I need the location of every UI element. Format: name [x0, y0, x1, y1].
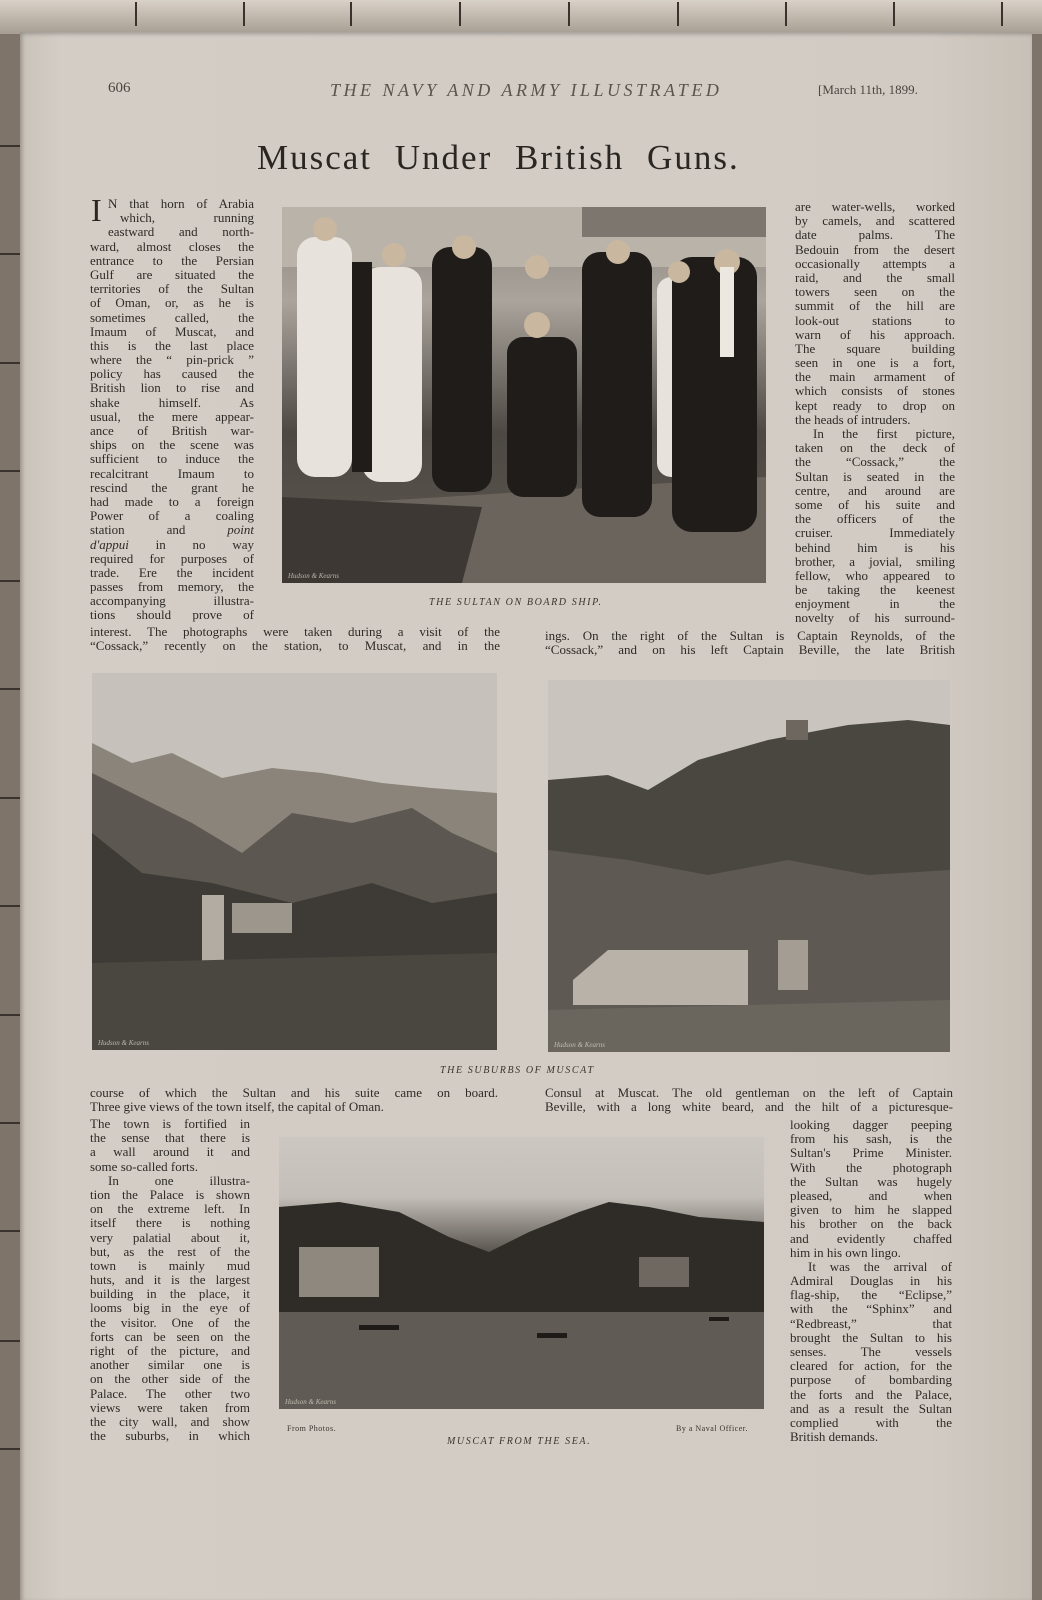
- engraver-credit: Hudson & Kearns: [554, 1041, 605, 1049]
- text-line: the Sultan was hugely: [790, 1174, 952, 1189]
- drop-cap: I: [91, 192, 102, 228]
- italic-text: point: [227, 523, 254, 538]
- text-column-bottom-right-wide: [545, 1086, 953, 1114]
- text-line: Sultan's Prime Minister.: [790, 1146, 952, 1161]
- text-line: look-out stations to: [795, 313, 955, 328]
- text-line: usual, the mere appear-: [90, 409, 254, 424]
- text-column-bottom-left: [90, 1117, 250, 1443]
- text-line: Sultan is seated in the: [795, 469, 955, 484]
- text-line: views were taken from: [90, 1400, 250, 1415]
- text-line: of Oman, or, as he is: [90, 296, 254, 311]
- text-line: tions should prove of: [90, 608, 254, 623]
- text-line: occasionally attempts a: [795, 256, 955, 271]
- text-line: N that horn of Arabia: [108, 197, 254, 211]
- text-line: novelty of his surround-: [795, 611, 955, 626]
- text-line: his brother on the back: [790, 1217, 952, 1232]
- text-line: Consul at Muscat. The old gentleman on the left of Captain: [545, 1086, 953, 1100]
- text-line: another similar one is: [90, 1358, 250, 1373]
- text-line: be taking the keenest: [795, 583, 955, 598]
- text-line: the “Cossack,” the: [795, 455, 955, 470]
- text-line: huts, and it is the largest: [90, 1273, 250, 1288]
- text-line: sometimes called, the: [90, 310, 254, 325]
- text-line: summit of the hill are: [795, 299, 955, 314]
- text-line: territories of the Sultan: [90, 282, 254, 297]
- text-line: seen in one is a fort,: [795, 356, 955, 371]
- text-line: from his sash, is the: [790, 1132, 952, 1147]
- text-line: Power of a coaling: [90, 509, 254, 524]
- text-line: entrance to the Persian: [90, 253, 254, 268]
- text-line: “Cossack,” and on his left Captain Beville, the late British: [545, 643, 955, 658]
- text-line: ward, almost closes the: [90, 239, 254, 254]
- text-line: Admiral Douglas in his: [790, 1274, 952, 1289]
- photo-source-credit: From Photos.: [287, 1424, 337, 1433]
- text-line: cruiser. Immediately: [795, 526, 955, 541]
- text-line: very palatial about it,: [90, 1230, 250, 1245]
- text-line: raid, and the small: [795, 270, 955, 285]
- text-line: given to him he slapped: [790, 1203, 952, 1218]
- text-column-mid-left: [90, 625, 500, 653]
- text-line: the suburbs, in which: [90, 1429, 250, 1444]
- photo-muscat-from-sea: [279, 1137, 764, 1409]
- text-line: interest. The photographs were taken during a visit of the: [90, 625, 500, 639]
- text-line: In one illustra-: [108, 1173, 250, 1188]
- text-column-top-left: [90, 197, 254, 623]
- text-line: ance of British war-: [90, 424, 254, 438]
- caption-muscat-from-sea: MUSCAT FROM THE SEA.: [447, 1436, 592, 1447]
- text-line: warn of his approach.: [795, 327, 955, 342]
- text-line: “Cossack,” recently on the station, to Muscat, and in the: [90, 639, 500, 654]
- text-line: by camels, and scattered: [795, 214, 955, 229]
- text-line: the officers of the: [795, 512, 955, 527]
- text-line: some so-called forts.: [90, 1159, 198, 1174]
- text-line: The square building: [795, 341, 955, 356]
- engraver-credit: Hudson & Kearns: [285, 1398, 336, 1406]
- text-line: looking dagger peeping: [790, 1118, 952, 1132]
- text-line: building in the place, it: [90, 1287, 250, 1302]
- text-line: ships on the scene was: [90, 438, 254, 453]
- text-line: purpose of bombarding: [790, 1373, 952, 1388]
- text-line: where the “ pin-prick ”: [90, 353, 254, 368]
- text-line: British lion to rise and: [90, 381, 254, 396]
- text-line: rescind the grant he: [90, 480, 254, 495]
- italic-text: d'appui: [90, 537, 129, 552]
- text-line: taken on the deck of: [795, 441, 955, 456]
- text-line: right of the picture, and: [90, 1344, 250, 1358]
- text-line: In the first picture,: [813, 427, 955, 441]
- text-line: fellow, who appeared to: [795, 568, 955, 583]
- text-line: course of which the Sultan and his suite came on board.: [90, 1086, 498, 1100]
- text-column-bottom-right: [790, 1118, 952, 1444]
- photo-suburbs-right: [548, 680, 950, 1052]
- scan-ruler-strip: [0, 0, 1042, 34]
- text-line: are water-wells, worked: [795, 200, 955, 214]
- text-line: had made to a foreign: [90, 494, 254, 509]
- text-line: which consists of stones: [795, 384, 955, 399]
- text-line: town is mainly mud: [90, 1258, 250, 1273]
- text-segment: in no way: [128, 537, 254, 552]
- text-line: tion the Palace is shown: [90, 1187, 250, 1202]
- text-column-bottom-left-wide: [90, 1086, 498, 1114]
- text-line: flag-ship, the “Eclipse,”: [790, 1288, 952, 1303]
- text-line: The town is fortified in: [90, 1117, 250, 1131]
- text-line: [90, 523, 254, 537]
- text-line: complied with the: [790, 1415, 952, 1430]
- text-line: behind him is his: [795, 540, 955, 555]
- text-line: the sense that there is: [90, 1131, 250, 1146]
- text-line: and as a result the Sultan: [790, 1401, 952, 1416]
- text-line: policy has caused the: [90, 367, 254, 382]
- issue-date: [March 11th, 1899.: [818, 82, 918, 97]
- photo-sultan-on-board: [282, 207, 766, 583]
- text-line: looms big in the eye of: [90, 1301, 250, 1316]
- text-line: date palms. The: [795, 228, 955, 243]
- text-line: cleared for action, for the: [790, 1359, 952, 1374]
- text-line: the forts and the Palace,: [790, 1387, 952, 1402]
- text-line: “Redbreast,” that: [790, 1316, 952, 1331]
- text-line: on the extreme left. In: [90, 1202, 250, 1217]
- text-line: accompanying illustra-: [90, 594, 254, 609]
- caption-suburbs: THE SUBURBS OF MUSCAT: [440, 1065, 595, 1076]
- text-line: kept ready to drop on: [795, 398, 955, 413]
- text-line: on the other side of the: [90, 1372, 250, 1387]
- running-head: THE NAVY AND ARMY ILLUSTRATED: [330, 80, 723, 100]
- text-line: Palace. The other two: [90, 1386, 250, 1401]
- text-line: the heads of intruders.: [795, 412, 911, 427]
- text-line: pleased, and when: [790, 1188, 952, 1203]
- text-segment: station and: [90, 523, 228, 538]
- text-line: [90, 538, 254, 552]
- text-line: With the photograph: [790, 1160, 952, 1175]
- text-line: some of his suite and: [795, 497, 955, 512]
- text-line: itself there is nothing: [90, 1216, 250, 1231]
- text-line: Beville, with a long white beard, and the hilt of a picturesque-: [545, 1100, 953, 1115]
- text-line: but, as the rest of the: [90, 1244, 250, 1259]
- text-column-mid-right: [545, 629, 955, 657]
- article-title: Muscat Under British Guns.: [257, 138, 740, 177]
- text-line: forts can be seen on the: [90, 1329, 250, 1344]
- text-line: eastward and north-: [108, 225, 254, 240]
- text-line: sufficient to induce the: [90, 452, 254, 467]
- text-line: Gulf are situated the: [90, 267, 254, 282]
- text-line: recalcitrant Imaum to: [90, 466, 254, 481]
- page-number: 606: [108, 80, 131, 96]
- text-line: Imaum of Muscat, and: [90, 324, 254, 339]
- engraver-credit: Hudson & Kearns: [98, 1039, 149, 1047]
- text-line: him in his own lingo.: [790, 1245, 901, 1260]
- text-line: and evidently chaffed: [790, 1231, 952, 1246]
- text-line: British demands.: [790, 1430, 879, 1445]
- text-line: shake himself. As: [90, 395, 254, 410]
- photo-suburbs-left: [92, 673, 497, 1050]
- text-line: enjoyment in the: [795, 597, 955, 612]
- text-line: the visitor. One of the: [90, 1315, 250, 1330]
- text-line: It was the arrival of: [808, 1259, 952, 1274]
- text-line: with the “Sphinx” and: [790, 1302, 952, 1317]
- photographer-credit: By a Naval Officer.: [676, 1424, 748, 1433]
- text-line: towers seen on the: [795, 285, 955, 300]
- text-line: required for purposes of: [90, 551, 254, 566]
- text-line: Three give views of the town itself, the capital of Oman.: [90, 1100, 384, 1115]
- text-line: senses. The vessels: [790, 1345, 952, 1359]
- engraver-credit: Hudson & Kearns: [288, 572, 339, 580]
- text-line: ings. On the right of the Sultan is Captain Reynolds, of the: [545, 629, 955, 643]
- text-column-top-right: [795, 200, 955, 626]
- text-line: trade. Ere the incident: [90, 565, 254, 580]
- caption-sultan-on-board: THE SULTAN ON BOARD SHIP.: [429, 597, 603, 608]
- text-line: which, running: [120, 211, 254, 226]
- text-line: brother, a jovial, smiling: [795, 554, 955, 569]
- text-line: the city wall, and show: [90, 1414, 250, 1429]
- text-line: Bedouin from the desert: [795, 242, 955, 257]
- text-line: centre, and around are: [795, 483, 955, 498]
- text-line: brought the Sultan to his: [790, 1330, 952, 1345]
- text-line: a wall around it and: [90, 1145, 250, 1160]
- text-line: the main armament of: [795, 370, 955, 385]
- text-line: passes from memory, the: [90, 580, 254, 595]
- text-line: this is the last place: [90, 338, 254, 353]
